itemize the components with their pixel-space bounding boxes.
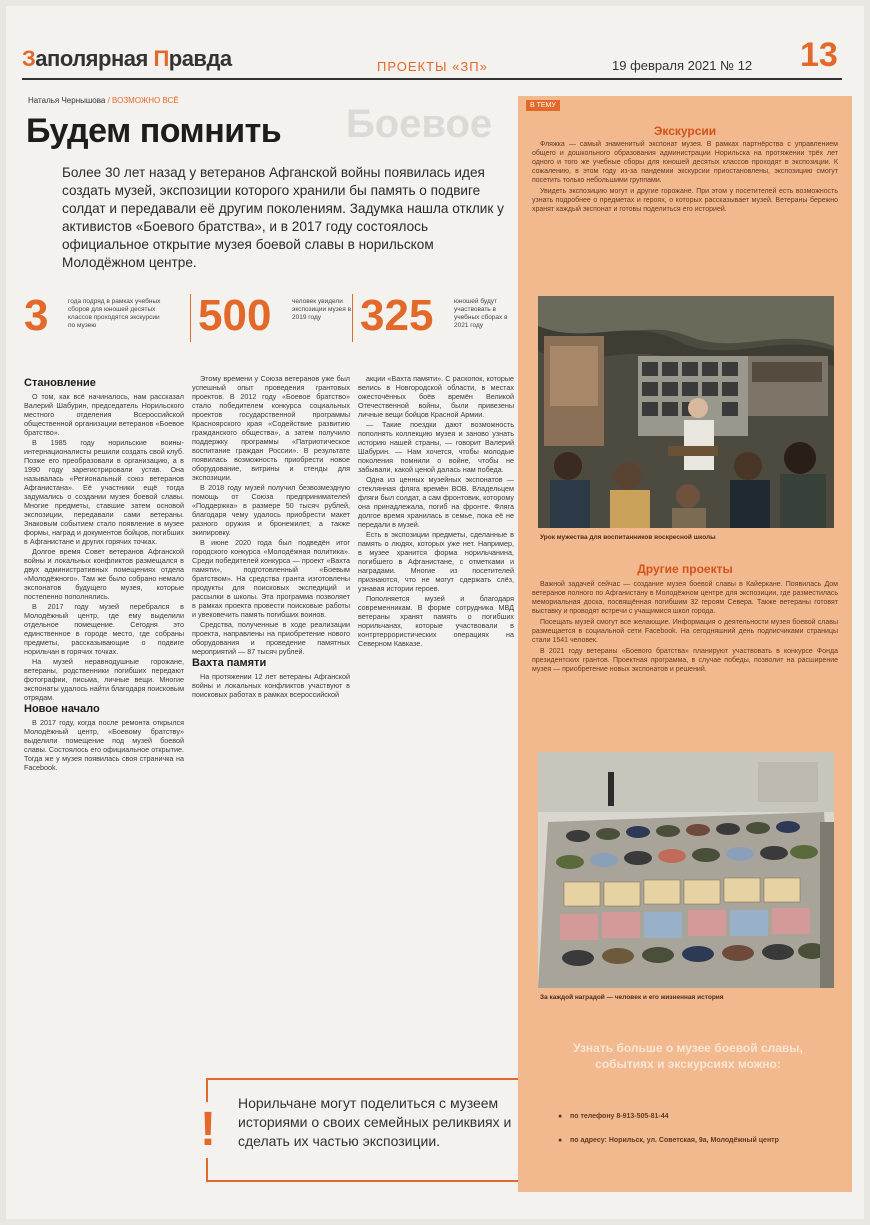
paragraph: Средства, полученные в ходе реализации проекта, направлены на приобретение нового оборудования и проведение памятных мероприятий — 87 тысяч рублей. [192,620,350,656]
sidebar-box [518,96,852,1192]
stat-number: 325 [360,291,434,340]
subhead-new-beginning: Новое начало [24,703,100,715]
stats-row [24,290,516,350]
rubric: / ВОЗМОЖНО ВСЁ [107,96,179,105]
newspaper-logo [22,46,232,72]
contact-address: по адресу: Норильск, ул. Советская, 9а, Молодёжный центр [570,1137,779,1144]
page-number: 13 [800,36,838,74]
paragraph: акции «Вахта памяти». С раскопок, которые велись в Новгородской области, в местах ожесточённых боёв времён Великой Отечественной войны, были привезены личные вещи бойцов Красной Армии. [358,374,514,419]
paragraph: На музей неравнодушные горожане, ветераны, родственники погибших передают фотографии, письма, личные вещи. Многие экспонаты удалось найти благодаря поисковым отрядам. [24,657,184,702]
paragraph: О том, как всё начиналось, нам рассказал Валерий Шабурин, председатель Норильского местного отделения Всероссийской общественной организации ветеранов «Боевое братство». [24,392,184,437]
article-column-2 [192,374,350,1064]
newspaper-page [6,6,864,1219]
paragraph: Важной задачей сейчас — создание музея боевой славы в Кайеркане. Появилась Дом ветеранов полного по Афганистану в Молодёжном центре для экспозиции, где разместилась мемориальная доска, посвящённая погибшим 32 героям Севера. Также ветераны готовят выставку и проводят встречи с учащимися школ города. [532,581,838,615]
paragraph: В 1985 году норильские воины-интернационалисты решили создать свой клуб. Позже его преобразовали в организацию, а в 1990 году зарегистрировали устав. Она называлась «Региональный союз ветеранов Афганистана». Её участники ещё тогда задумались о создании музея боевой славы. Многие предметы, ставшие затем основой экспозиции, передавали сами ветераны. Знаковым событием стало появление в музее формы, наград и документов бойцов, погибших в Афганистане и других горячих точках. [24,438,184,546]
contact-phone: по телефону 8-913-505-81-44 [570,1113,669,1120]
author: Наталья Чернышова [28,96,106,105]
article-column-1 [24,376,184,1206]
paragraph: На протяжении 12 лет ветераны Афганской войны и локальных конфликтов участвуют в поисковых работах в рамках всероссийской [192,672,350,699]
logo-initial-1: З [22,46,36,71]
sidebar-title-other-projects: Другие проекты [637,562,733,576]
stat-divider [352,294,353,342]
paragraph: Есть в экспозиции предметы, сделанные в память о людях, которых уже нет. Например, в музее хранится форма норильчанина, погибшего в Афганистане, с отметками и наградами. Многие из посетителей признаются, что не могут сдержать слёз, узнавая истории героев. [358,530,514,593]
stat-number: 3 [24,291,49,340]
logo-initial-2: П [153,46,169,71]
byline [28,96,179,105]
photo-caption-awards: За каждой наградой — человек и его жизненная история [540,994,724,1001]
headline-ghost: Боевое [346,102,493,146]
contact-title: Узнать больше о музее боевой славы, событиях и экскурсиях можно: [573,1041,803,1071]
callout-text: Норильчане могут поделиться с музеем историями о своих семейных реликвиях и сделать их частью экспозиции. [238,1095,512,1149]
photo-showcase [538,752,834,988]
paragraph: Пополняется музей и благодаря современникам. В форме сотрудника МВД ветераны хранят память о погибших норильчанах, которые участвовали в контртеррористических операциях на Северном Кавказе. [358,594,514,648]
headline: Будем помнить [26,112,282,150]
section-tag: ПРОЕКТЫ «ЗП» [377,59,488,74]
lead-paragraph: Более 30 лет назад у ветеранов Афганской войны появилась идея создать музей, экспозиции которого хранили бы память о подвиге солдат и передавали её другим поколениям. Задумка нашла отклик у активистов «Боевого братства», и в 2017 году состоялось официальное открытие музея боевой славы в норильском Молодёжном центре. [62,165,504,270]
paragraph: В июне 2020 года был подведён итог городского конкурса «Молодёжная политика». Среди победителей конкурса — проект «Вахта памяти», подготовленный «Боевым братством». На средства гранта изготовлены продукты для поисковых экспедиций и рассылки в школы. Эта программа позволяет в рамках проекта провести поисковые работы и увековечить память погибших воинов. [192,538,350,619]
subhead-memory-watch: Вахта памяти [192,657,267,669]
sidebar-title-excursions: Экскурсии [653,124,717,138]
bullet-icon: ● [558,1137,563,1144]
logo-word-1: аполярная [35,46,154,71]
stat-text: юношей будут участвовать в учебных сборах в 2021 году [454,298,508,329]
photo-caption-lesson: Урок мужества для воспитанников воскресной школы [540,534,716,541]
photo-museum-lesson [538,296,834,528]
subhead-formation: Становление [24,377,96,389]
paragraph: Посещать музей смогут все желающие. Информация о деятельности музея боевой славы размещается в социальной сети Facebook. На сегодняшний день подписчиками страницы стали 1541 человек. [532,619,838,644]
sidebar-text-excursions [532,140,838,216]
photo-museum-lesson-image [538,296,834,528]
stat-1 [24,290,184,348]
stat-3 [360,290,516,348]
article-column-3 [358,374,514,1064]
paragraph: В 2021 году ветераны «Боевого братства» планируют участвовать в конкурсе Фонда президентских грантов. Проектная программа, в случае победы, позволит на расширение музея — приобретение новых экспонатов и решений. [532,648,838,673]
contact-address-item [558,1136,828,1145]
bullet-icon: ● [558,1113,563,1120]
paragraph: В 2018 году музей получил безвозмездную помощь от Союза предпринимателей «Поддержка» в размере 50 тысяч рублей, благодаря чему удалось приобрести макет разного оружия и бронежилет, а также экипировку. [192,483,350,537]
contact-phone-item [558,1112,828,1121]
stat-2 [198,290,358,348]
photo-showcase-image [538,752,834,988]
sidebar-tag: В ТЕМУ [526,100,560,111]
sidebar-text-other-projects [532,580,838,676]
callout-box [196,1068,526,1188]
paragraph: Фляжка — самый знаменитый экспонат музея. В рамках партнёрства с управлением общего и дошкольного образования администрации Норильска на протяжении трёх лет одного и того же учебные сборы для юношей десятых классов проходят в экспозиции. К сожалению, в этом году из-за пандемии экскурсии приостановлены, экспозицию смогут посетить только небольшими группами. [532,141,838,184]
paragraph: В 2017 году, когда после ремонта открылся Молодёжный центр, «Боевому братству» выделили помещение под музей боевой славы. Состоялось его официальное открытие. Тогда же у музея появилась своя страничка на Facebook. [24,718,184,772]
paragraph: — Такие поездки дают возможность пополнять коллекцию музея и заново узнать историю нашей страны, — говорит Валерий Шабурин. — Нам хочется, чтобы молодые поколения помнили о войне, чтобы не забывали, какой ценой далась нам победа. [358,420,514,474]
stat-text: человек увидели экспозиции музея в 2019 году [292,298,352,321]
issue-date: 19 февраля 2021 № 12 [612,58,753,73]
paragraph: Долгое время Совет ветеранов Афганской войны и локальных конфликтов размещался в двух административных помещениях отдела «Молодёжного». Там же было собрано немало экспонатов будущего музея, которые постепенно пополнялись. [24,547,184,601]
stat-text: года подряд в рамках учебных сборов для юношей десятых классов проходятся экскурсии по музею [68,298,161,329]
header-rule [22,78,842,80]
paragraph: Этому времени у Союза ветеранов уже был успешный опыт проведения грантовых проектов. В 2012 году «Боевое братство» стало победителем конкурса социальных проектов государственной программы Красноярского края «Содействие развитию гражданского общества», а затем получило поддержку программы «Патриотическое воспитание граждан России». В результате появилась возможность приобрести новое оборудование, витрины и стенды для экспозиции. [192,374,350,482]
exclamation-icon: ! [196,1102,220,1158]
masthead [22,28,852,88]
paragraph: В 2017 году музей перебрался в Молодёжный центр, где ему выделили отдельное помещение. Сегодня это единственное в городе место, где собраны предметы, рассказывающие о подвиге норильчан в горячих точках. [24,602,184,656]
paragraph: Одна из ценных музейных экспонатов — стеклянная фляга времён ВОВ. Владельцем фляги был солдат, а сам фронтовик, которому она принадлежала, погиб на фронте. Фляга долгое время хранилась в семье, пока её не передали в музей. [358,475,514,529]
stat-divider [190,294,191,342]
paragraph: Увидеть экспозицию могут и другие горожане. При этом у посетителей есть возможность узнать подробнее о предметах и героях, о которых рассказывает музей. Ветераны бережно хранят каждый экспонат и готовы поделиться его историей. [532,188,838,213]
logo-word-2: равда [168,46,232,71]
stat-number: 500 [198,291,272,340]
